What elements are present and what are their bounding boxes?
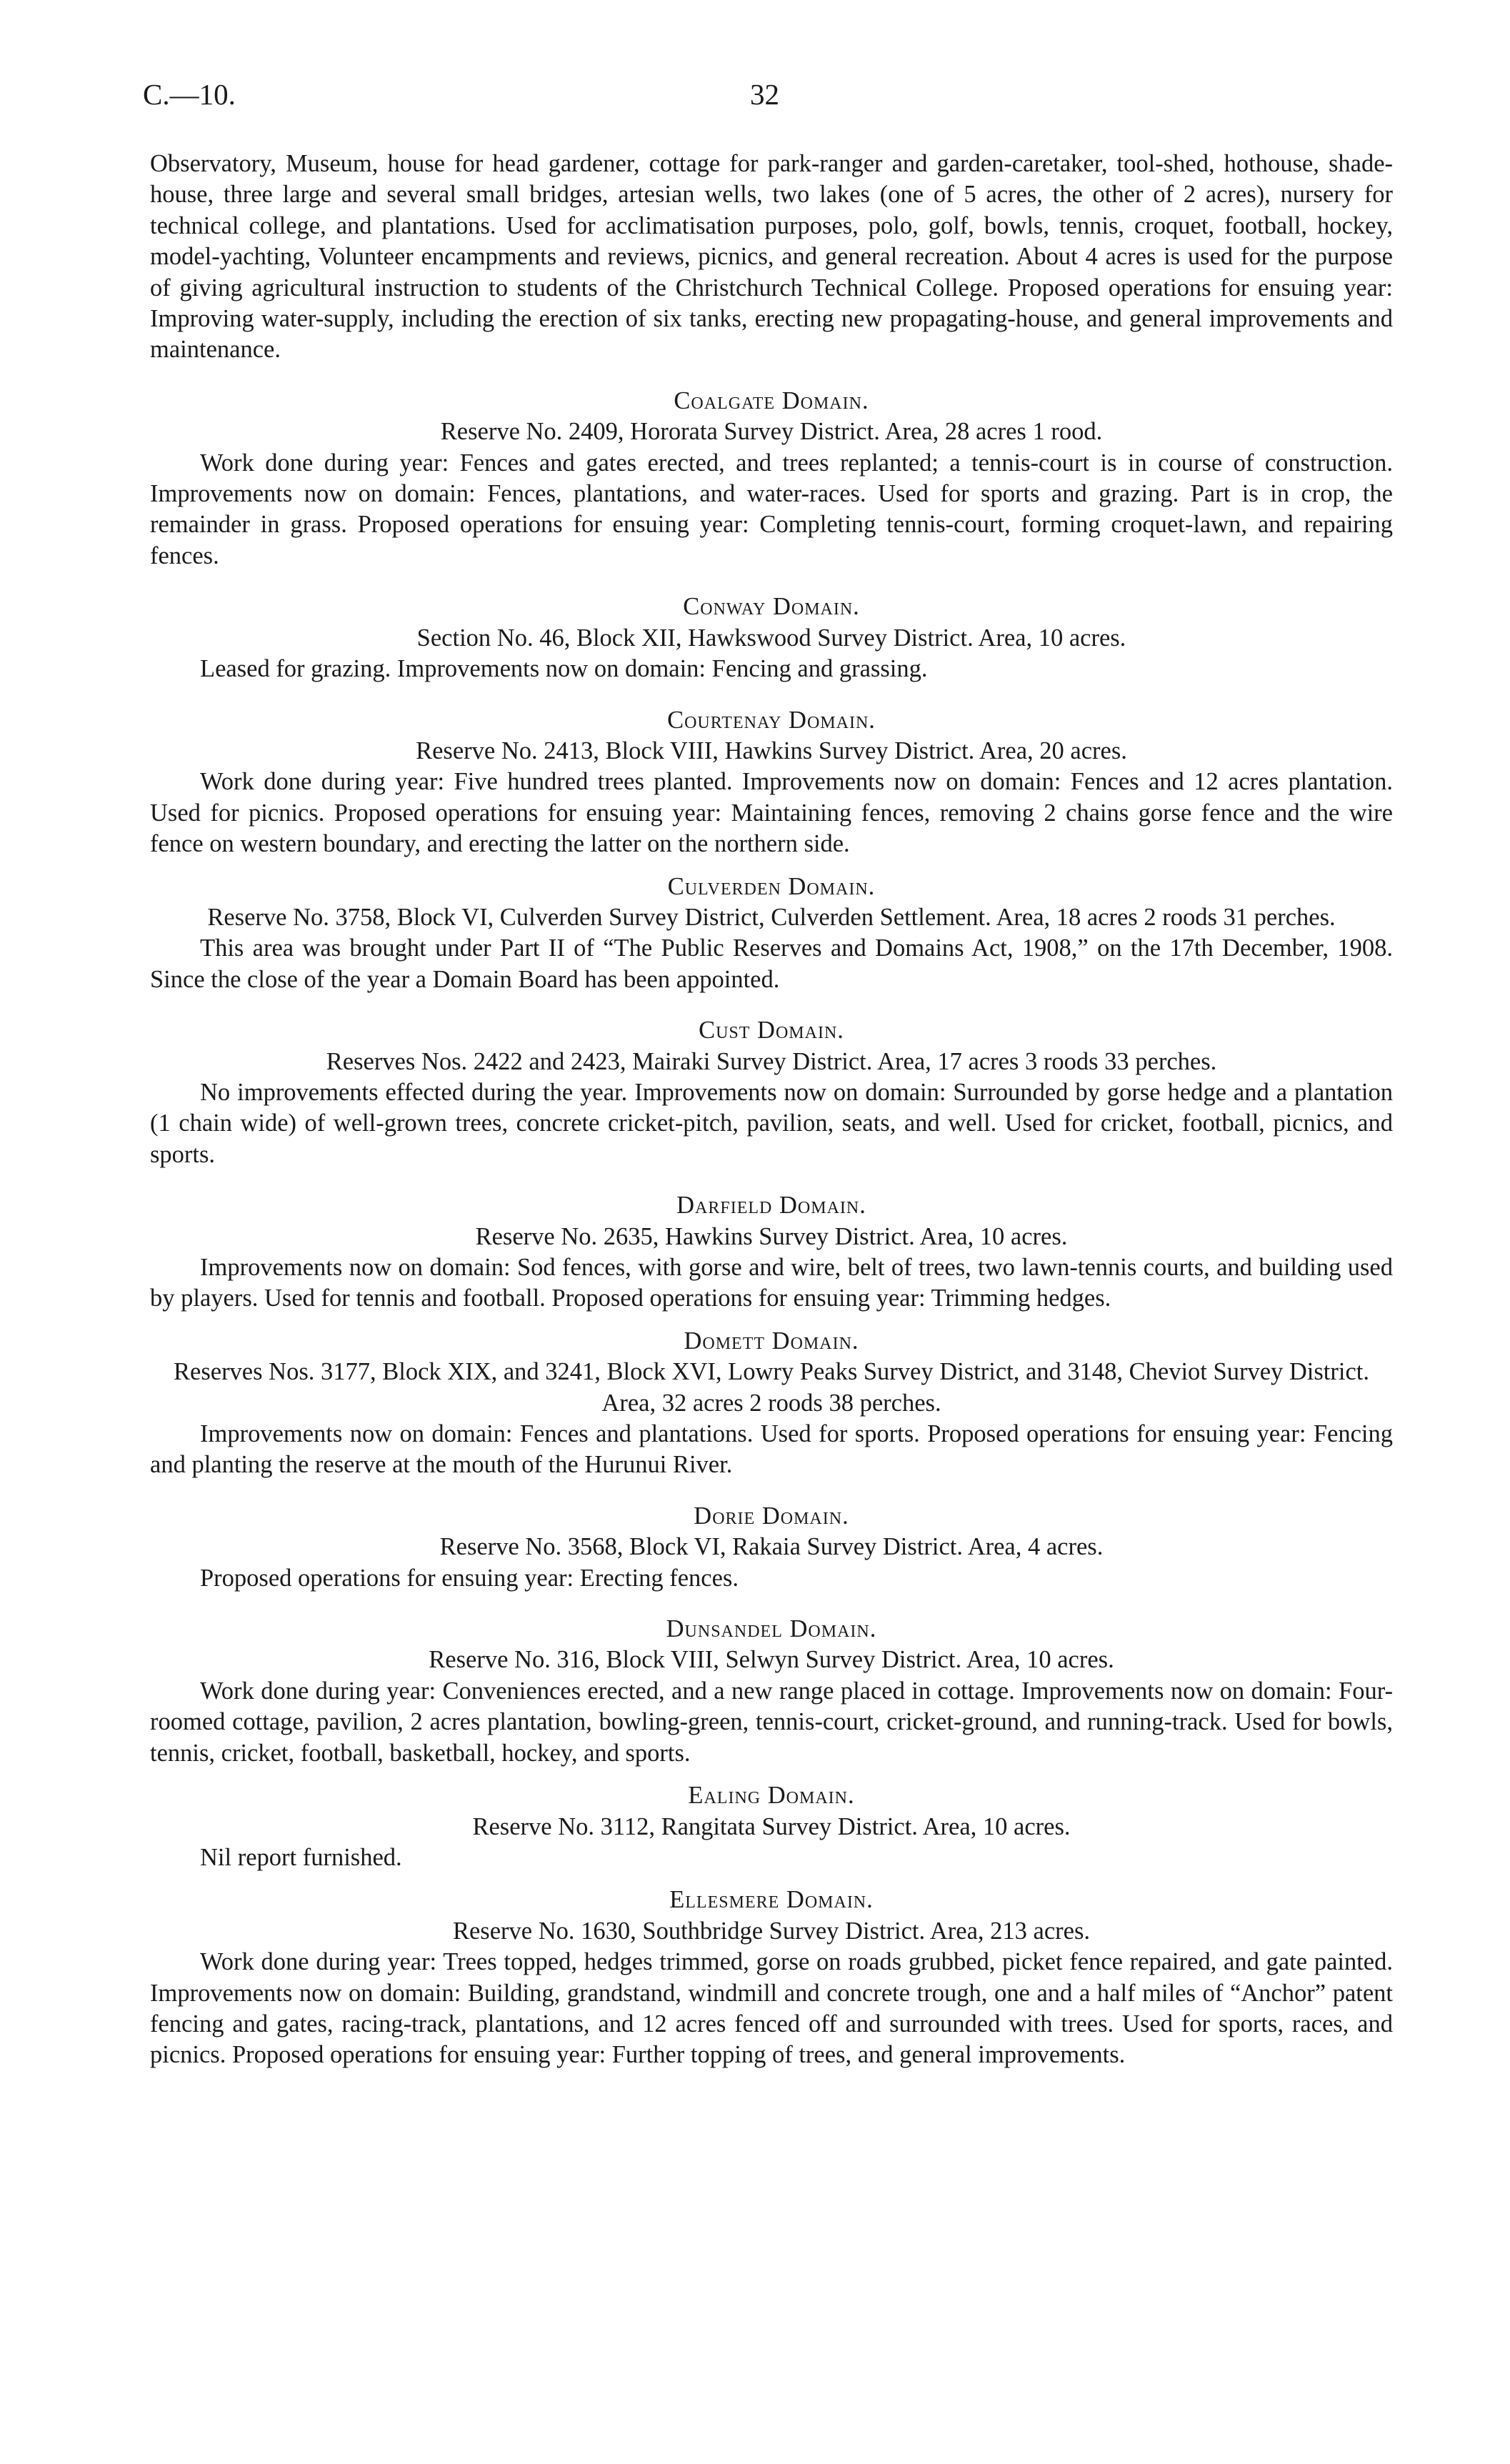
domain-text: This area was brought under Part II of “The Public Reserves and Domains Act, 1908,” on the 17th December, 1908. Since the close of the year a Domain Board has been appointed. bbox=[150, 934, 1393, 993]
domain-title: Cust Domain. bbox=[699, 1017, 844, 1044]
domain-reserve: Reserve No. 2635, Hawkins Survey District. Area, 10 acres. bbox=[475, 1222, 1068, 1250]
domain-text: Leased for grazing. Improvements now on domain: Fencing and grassing. bbox=[200, 655, 928, 683]
domain-title: Courtenay Domain. bbox=[667, 706, 876, 734]
domain-reserve: Reserve No. 3112, Rangitata Survey District. Area, 10 acres. bbox=[472, 1812, 1071, 1840]
domain-text: Nil report furnished. bbox=[200, 1843, 402, 1871]
domain-reserve: Reserves Nos. 3177, Block XIX, and 3241, Block XVI, Lowry Peaks Survey District, and 3148, Cheviot Survey District. Area, 32 acres 2 roods 38 perches. bbox=[174, 1358, 1369, 1417]
domain-section bbox=[150, 1614, 1393, 1769]
domain-title: Conway Domain. bbox=[683, 593, 860, 621]
domain-reserve: Reserve No. 3568, Block VI, Rakaia Survey District. Area, 4 acres. bbox=[439, 1533, 1104, 1561]
domain-section bbox=[150, 1885, 1393, 2070]
domain-title: Ealing Domain. bbox=[688, 1782, 855, 1810]
domain-section bbox=[150, 1326, 1393, 1481]
page-body bbox=[150, 149, 1393, 2071]
domain-title: Culverden Domain. bbox=[667, 872, 876, 900]
domain-text: No improvements effected during the year. Improvements now on domain: Surrounded by gorse hedge and a plantation (1 chain wide) of well-grown trees, concrete cricket-pitch, pavilion, seats, and well. Used for cricket, football, picnics, and sports. bbox=[150, 1078, 1393, 1168]
domain-title: Ellesmere Domain. bbox=[669, 1886, 874, 1914]
domain-text: Work done during year: Conveniences erected, and a new range placed in cottage. Improvements now on domain: Four-roomed cottage, pavilion, 2 acres plantation, bowling-green, tennis-court, cricket-ground, and running-track. Used for bowls, tennis, cricket, football, basketball, hockey, and sports. bbox=[150, 1677, 1393, 1767]
domain-reserve: Reserves Nos. 2422 and 2423, Mairaki Survey District. Area, 17 acres 3 roods 33 perches. bbox=[326, 1047, 1217, 1075]
domain-text: Work done during year: Fences and gates erected, and trees replanted; a tennis-court is in course of construction. Improvements now on domain: Fences, plantations, and water-races. Used for sports and grazing. Part is in crop, the remainder in grass. Proposed operations for ensuing year: Completing tennis-court, forming croquet-lawn, and repairing fences. bbox=[150, 449, 1393, 569]
intro-paragraph: Observatory, Museum, house for head gardener, cottage for park-ranger and garden-caretaker, tool-shed, hothouse, shade-house, three large and several small bridges, artesian wells, two lakes (one of 5 acres, the other of 2 acres), nursery for technical college, and plantations. Used for acclimatisation purposes, polo, golf, bowls, tennis, croquet, football, hockey, model-yachting, Volunteer encampments and reviews, picnics, and general recreation. About 4 acres is used for the purpose of giving agricultural instruction to students of the Christchurch Technical College. Proposed operations for ensuing year: Improving water-supply, including the erection of six tanks, erecting new propagating-house, and general improvements and maintenance. bbox=[150, 150, 1393, 364]
document-code: C.—10. bbox=[143, 78, 236, 111]
domain-reserve: Reserve No. 2413, Block VIII, Hawkins Survey District. Area, 20 acres. bbox=[416, 737, 1127, 764]
domain-reserve: Reserve No. 1630, Southbridge Survey District. Area, 213 acres. bbox=[452, 1917, 1090, 1945]
domain-title: Domett Domain. bbox=[684, 1327, 859, 1355]
domain-section bbox=[150, 592, 1393, 684]
page-number: 32 bbox=[750, 78, 779, 111]
domain-title: Coalgate Domain. bbox=[674, 386, 869, 414]
domain-reserve: Reserve No. 316, Block VIII, Selwyn Survey District. Area, 10 acres. bbox=[429, 1646, 1114, 1674]
domain-text: Improvements now on domain: Fences and plantations. Used for sports. Proposed operations for ensuing year: Fencing and planting the reserve at the mouth of the Hurunui River. bbox=[150, 1420, 1393, 1479]
domain-section bbox=[150, 1190, 1393, 1315]
domain-section bbox=[150, 872, 1393, 996]
domain-section bbox=[150, 1501, 1393, 1594]
domain-text: Work done during year: Five hundred trees planted. Improvements now on domain: Fences and 12 acres plantation. Used for picnics. Proposed operations for ensuing year: Maintaining fences, removing 2 chains gorse fence and the wire fence on western boundary, and erecting the latter on the northern side. bbox=[150, 768, 1393, 858]
domain-reserve: Reserve No. 3758, Block VI, Culverden Survey District, Culverden Settlement. Area, 18 acres 2 roods 31 perches. bbox=[207, 903, 1336, 931]
domain-text: Work done during year: Trees topped, hedges trimmed, gorse on roads grubbed, picket fence repaired, and gate painted. Improvements now on domain: Building, grandstand, windmill and concrete trough, one and a half miles of “Anchor” patent fencing and gates, racing-track, plantations, and 12 acres fenced off and surrounded with trees. Used for sports, races, and picnics. Proposed operations for ensuing year: Further topping of trees, and general improvements. bbox=[150, 1948, 1393, 2069]
domain-text: Proposed operations for ensuing year: Erecting fences. bbox=[200, 1564, 739, 1592]
domain-reserve: Section No. 46, Block XII, Hawkswood Survey District. Area, 10 acres. bbox=[416, 624, 1126, 652]
domain-title: Darfield Domain. bbox=[676, 1192, 866, 1219]
domain-text: Improvements now on domain: Sod fences, with gorse and wire, belt of trees, two lawn-tennis courts, and building used by players. Used for tennis and football. Proposed operations for ensuing year: Trimming hedges. bbox=[150, 1254, 1393, 1312]
domain-section bbox=[150, 1780, 1393, 1873]
page-header bbox=[143, 77, 1400, 120]
domain-title: Dunsandel Domain. bbox=[666, 1615, 877, 1643]
domain-section bbox=[150, 386, 1393, 572]
domain-reserve: Reserve No. 2409, Hororata Survey District. Area, 28 acres 1 rood. bbox=[440, 418, 1103, 446]
domain-section bbox=[150, 1015, 1393, 1170]
domain-title: Dorie Domain. bbox=[694, 1502, 849, 1530]
domain-section bbox=[150, 705, 1393, 860]
